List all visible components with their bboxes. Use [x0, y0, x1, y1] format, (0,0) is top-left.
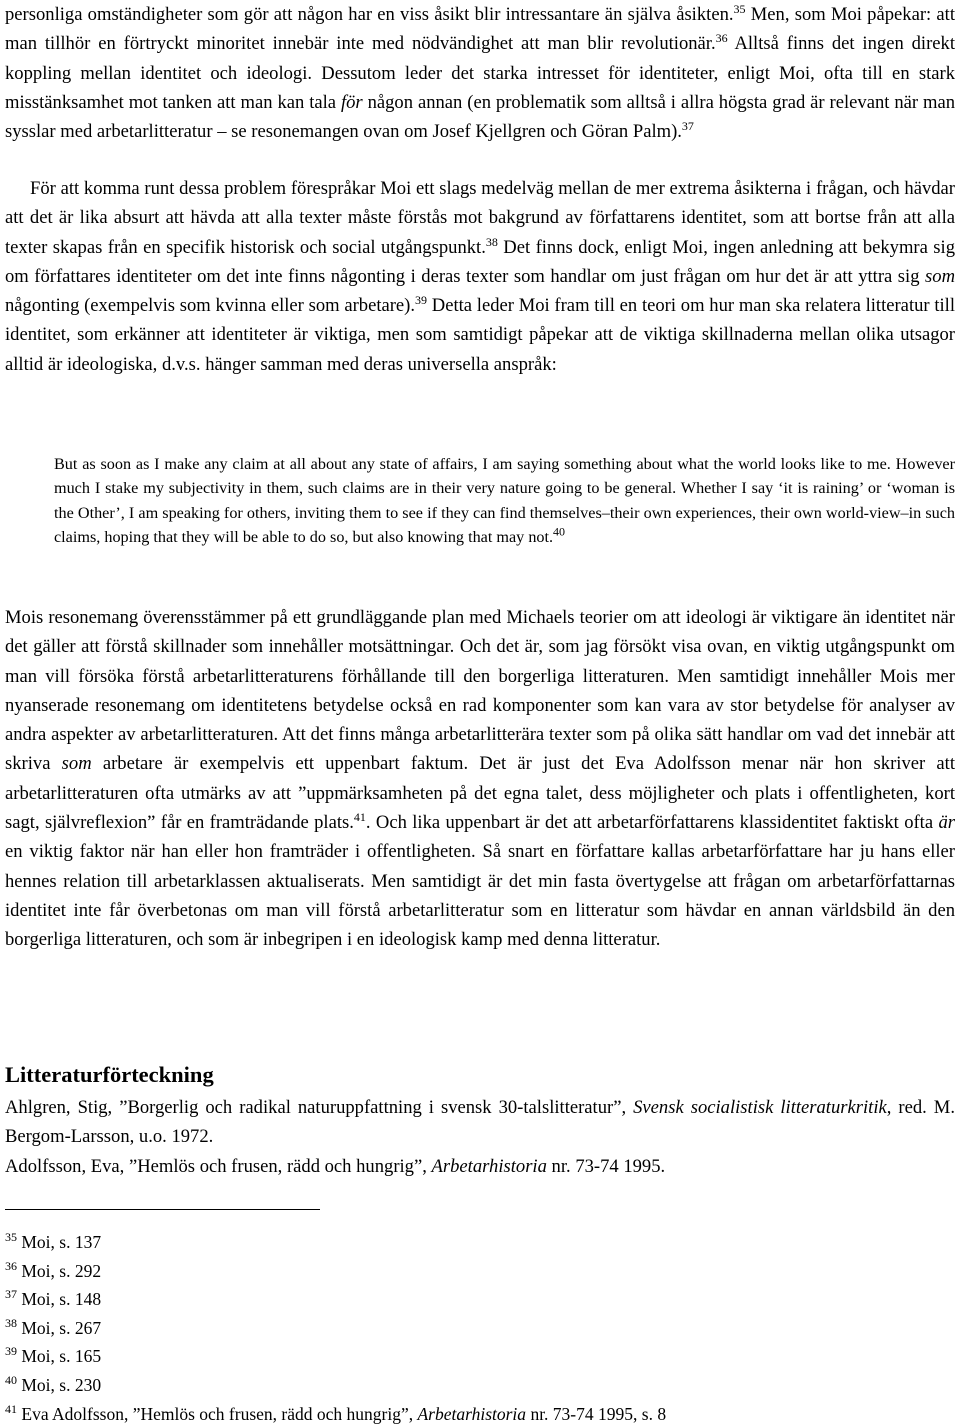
text-run: Mois resonemang överensstämmer på ett grundläggande plan med Michaels teorier om att ideologi är viktigare än identitet när det gäller att förstå skillnader som innehåller motsättningar. Och det är, som jag försökt visa ovan, en viktig utgångspunkt om man vill försöka förstå arbetarlitteraturens förhållande till den borgerliga litteraturen. Men samtidigt innehåller Mois mer nyanserade resonemang om identitetens betydelse också en rad komponenter som kan vara av stor betydelse för analyser av andra aspekter av arbetarlitteraturen. Att det finns många arbetarlitterära texter som på olika sätt handlar om vad det innebär att skriva	[5, 607, 955, 775]
footnote-text: nr. 73-74 1995, s. 8	[526, 1403, 667, 1424]
footnote-text: Moi, s. 165	[17, 1346, 102, 1367]
footnote-text: Moi, s. 148	[17, 1289, 102, 1310]
text-run: Men, som Moi påpekar: att man tillhör en förtryckt minoritet innebär inte med nödvändighet att man blir revolutionär.	[5, 4, 955, 55]
footnote-separator	[5, 1209, 320, 1210]
emphasis: som	[61, 753, 92, 775]
paragraph-1	[5, 0, 955, 146]
text-run: Alltså finns det ingen direkt koppling mellan identitet och ideologi. Dessutom leder det starka intresset för identiteter, enligt Moi, ofta till en stark misstänksamhet mot tanken att man kan tala	[5, 33, 955, 113]
text-run: nr. 73-74 1995.	[546, 1155, 666, 1177]
text-run: . Och lika uppenbart är det att arbetarförfattarens klassidentitet faktiskt ofta	[365, 812, 939, 834]
footnote-number: 39	[5, 1344, 17, 1359]
footnote-number: 37	[5, 1287, 17, 1302]
footnote-36	[5, 1257, 955, 1286]
text-run: en viktig faktor när han eller hon framträder i offentligheten. Så snart en författare kallas arbetarförfattare har ju hans eller hennes relation till arbetarklassen aktualiserats. Men samtidigt är det min fasta övertygelse att frågan om arbetarförfattarnas identitet inte får överbetonas om man vill förstå arbetarlitteratur som en litteratur som hävdar en annan världsbild än den borgerliga litteraturen, och som är inbegripen i en ideologisk kamp med denna litteratur.	[5, 841, 955, 951]
footnote-ref-37[interactable]: 37	[681, 119, 694, 133]
paragraph-2	[5, 174, 955, 379]
footnote-ref-39[interactable]: 39	[415, 293, 428, 307]
footnote-ref-35[interactable]: 35	[733, 1, 746, 16]
section-heading: Litteraturförteckning	[5, 1062, 214, 1087]
text-run: personliga omständigheter som gör att någon har en viss åsikt blir intressantare än själva åsikten.	[5, 4, 734, 25]
text-run: Det finns dock, enligt Moi, ingen anledning att bekymra sig om författares identiteter om det inte finns någonting i deras texter som handlar om just frågan om hur det är att yttra sig	[5, 236, 956, 287]
footnote-number: 40	[5, 1373, 17, 1388]
footnote-41	[5, 1400, 955, 1428]
block-quote	[54, 452, 955, 550]
footnote-ref-38[interactable]: 38	[485, 234, 498, 249]
paragraph-3	[5, 603, 955, 955]
quote-text: But as soon as I make any claim at all about any state of affairs, I am saying something about what the world looks like to me. However much I stake my subjectivity in them, such claims are in their very nature going to be general. Whether I say ‘it is raining’ or ‘woman is the Other’, I am speaking for others, inviting them to see if they can find themselves–their own experiences, their own world-view–in such claims, hoping that they will be able to do so, but also knowing that may not.	[54, 455, 955, 547]
footnote-text: Moi, s. 137	[17, 1232, 102, 1252]
text-run: , red. M. Bergom-Larsson, u.o. 1972.	[5, 1097, 955, 1148]
footnote-text: Moi, s. 267	[17, 1317, 102, 1338]
footnote-39	[5, 1342, 955, 1371]
emphasis: som	[925, 265, 955, 287]
text-run: någonting (exempelvis som kvinna eller som arbetare).	[5, 295, 416, 317]
bibliography	[5, 1093, 955, 1181]
footnotes	[5, 1228, 955, 1428]
text-run: Detta leder Moi fram till en teori om hur man ska relatera litteratur till identitet, som erkänner att identiteter är viktiga, men som samtidigt påpekar att de viktiga skillnaderna mellan olika utsagor alltid är ideologiska, d.v.s. hänger samman med deras universella anspråk:	[5, 295, 956, 375]
publication-title: Arbetarhistoria	[417, 1403, 527, 1424]
text-run: Ahlgren, Stig, ”Borgerlig och radikal naturuppfattning i svensk 30-talslitteratur”,	[5, 1097, 634, 1118]
bibliography-entry	[5, 1093, 955, 1152]
footnote-number: 35	[5, 1230, 17, 1245]
footnote-number: 38	[5, 1315, 17, 1330]
footnote-text: Eva Adolfsson, ”Hemlös och frusen, rädd och hungrig”,	[17, 1403, 418, 1424]
footnote-number: 36	[5, 1258, 17, 1273]
footnote-40	[5, 1371, 955, 1400]
emphasis: är	[938, 812, 955, 834]
footnote-number: 41	[5, 1401, 17, 1416]
footnote-37	[5, 1285, 955, 1314]
footnote-35	[5, 1228, 955, 1257]
footnote-ref-40[interactable]: 40	[553, 524, 566, 539]
text-run: någon annan (en problematik som alltså i allra högsta grad är relevant när man sysslar med arbetarlitteratur – se resonemangen ovan om Josef Kjellgren och Göran Palm).	[5, 91, 956, 143]
footnote-ref-41[interactable]: 41	[353, 809, 366, 824]
footnote-ref-36[interactable]: 36	[715, 31, 728, 46]
publication-title: Arbetarhistoria	[431, 1155, 547, 1177]
footnote-38	[5, 1314, 955, 1343]
text-run: För att komma runt dessa problem förespråkar Moi ett slags medelväg mellan de mer extrema åsikterna i frågan, och hävdar att det är lika absurt att hävda att alla texter måste förstås mot bakgrund av författarens identitet, som att bortse från att alla texter skapas från en specifik historisk och social utgångspunkt.	[5, 178, 955, 258]
text-run: Adolfsson, Eva, ”Hemlös och frusen, rädd och hungrig”,	[5, 1155, 432, 1177]
emphasis: för	[340, 91, 363, 113]
footnote-text: Moi, s. 292	[17, 1260, 102, 1281]
text-run: arbetare är exempelvis ett uppenbart faktum. Det är just det Eva Adolfsson menar när hon skriver att arbetarlitteraturen ofta utmärks av att ”uppmärksamheten på det egna talet, dess möjligheter och plats i offentligheten, kort sagt, självreflexion” får en framträdande plats.	[5, 753, 955, 834]
publication-title: Svensk socialistisk litteraturkritik	[633, 1097, 887, 1118]
bibliography-entry	[5, 1152, 955, 1181]
footnote-text: Moi, s. 230	[17, 1374, 102, 1395]
